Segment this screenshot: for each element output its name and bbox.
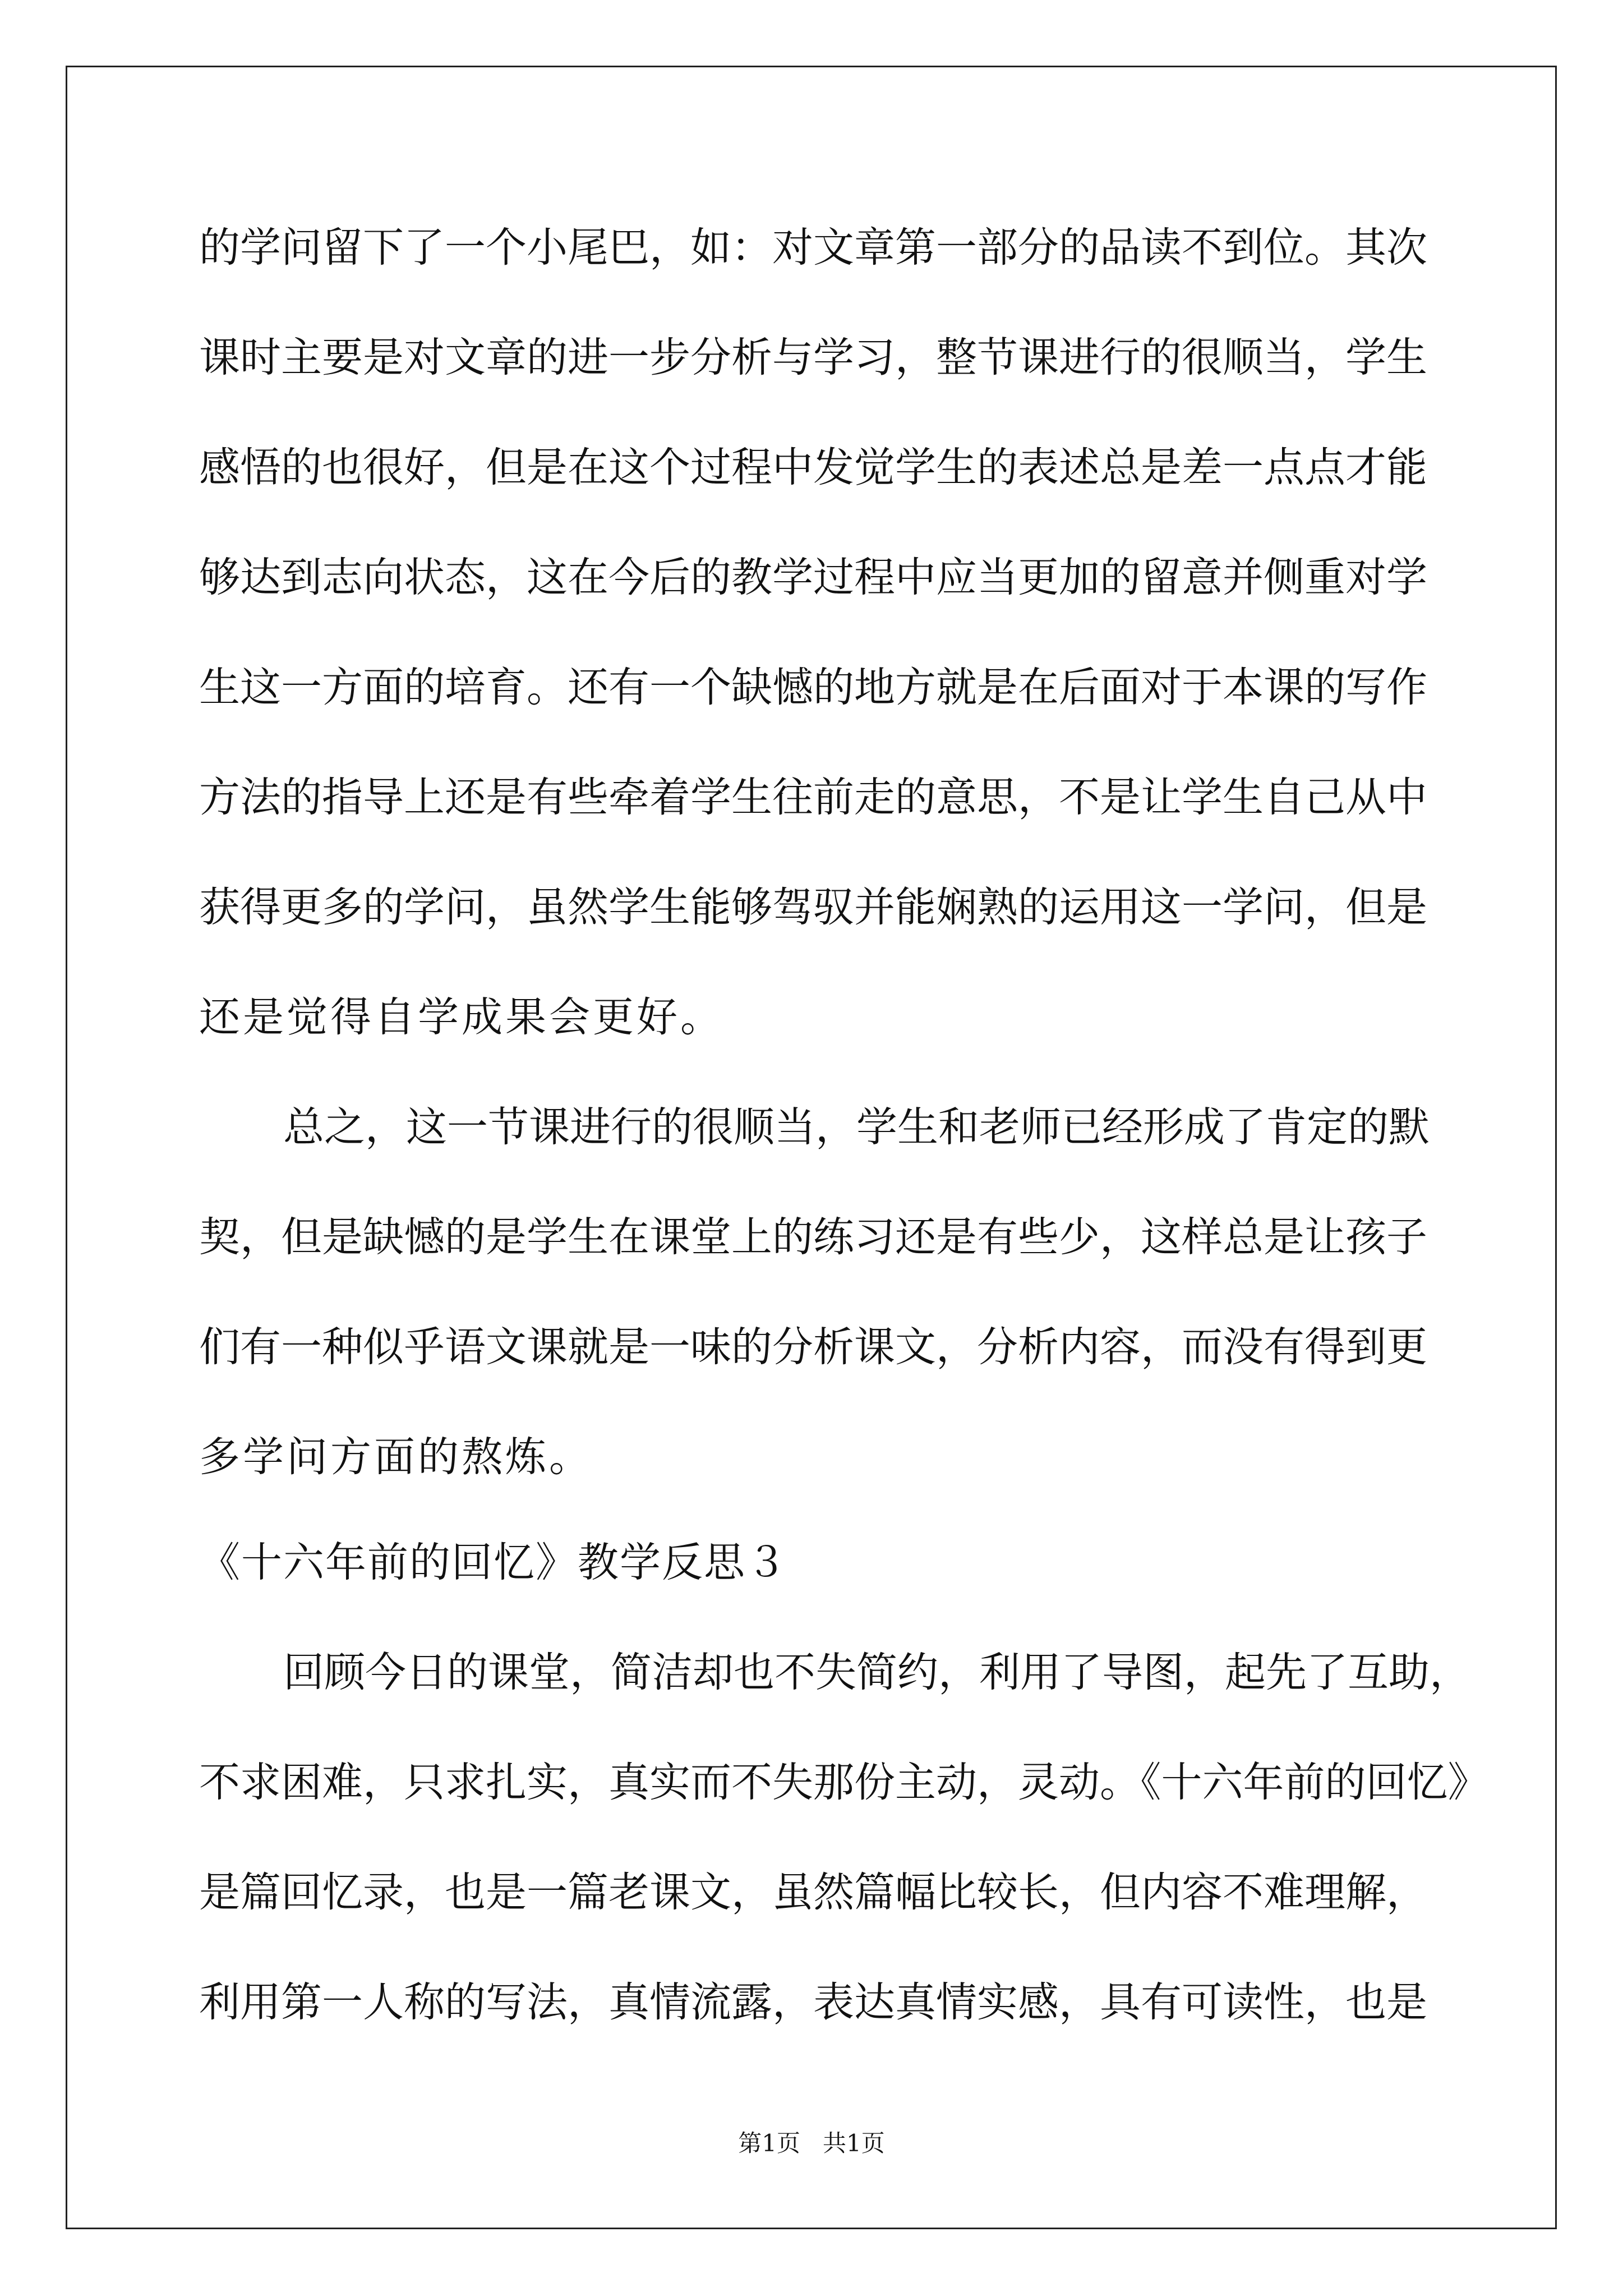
paragraph-line: 是篇回忆录，也是一篇老课文，虽然篇幅比较长，但内容不难理解， — [199, 1869, 1427, 1916]
paragraph-line: 多学问方面的熬炼。 — [199, 1433, 593, 1481]
paragraph-line: 生这一方面的培育。还有一个缺憾的地方就是在后面对于本课的写作 — [199, 664, 1427, 711]
paragraph-line: 够达到志向状态，这在今后的教学过程中应当更加的留意并侧重对学 — [199, 554, 1427, 601]
paragraph-line: 感悟的也很好，但是在这个过程中发觉学生的表述总是差一点点才能 — [199, 444, 1427, 491]
paragraph-line: 回顾今日的课堂，简洁却也不失简约，利用了导图，起先了互助， — [283, 1649, 1470, 1696]
paragraph-line: 们有一种似乎语文课就是一味的分析课文，分析内容，而没有得到更 — [199, 1323, 1427, 1371]
page-footer: 第1页 共1页 — [738, 2129, 885, 2157]
paragraph-line: 方法的指导上还是有些牵着学生往前走的意思，不是让学生自己从中 — [199, 774, 1427, 821]
paragraph-line: 获得更多的学问，虽然学生能够驾驭并能娴熟的运用这一学问，但是 — [199, 884, 1427, 931]
paragraph-line: 总之，这一节课进行的很顺当，学生和老师已经形成了肯定的默 — [283, 1103, 1430, 1151]
section-title: 《十六年前的回忆》教学反思３ — [199, 1539, 788, 1586]
paragraph-line: 不求困难，只求扎实，真实而不失那份主动，灵动。《十六年前的回忆》 — [199, 1759, 1489, 1806]
paragraph-line: 课时主要是对文章的进一步分析与学习，整节课进行的很顺当，学生 — [199, 334, 1427, 381]
paragraph-line: 还是觉得自学成果会更好。 — [199, 993, 724, 1041]
paragraph-line: 契，但是缺憾的是学生在课堂上的练习还是有些少，这样总是让孩子 — [199, 1213, 1427, 1261]
paragraph-line: 利用第一人称的写法，真情流露，表达真情实感，具有可读性，也是 — [199, 1978, 1427, 2026]
paragraph-line: 的学问留下了一个小尾巴，如：对文章第一部分的品读不到位。其次 — [199, 224, 1427, 272]
